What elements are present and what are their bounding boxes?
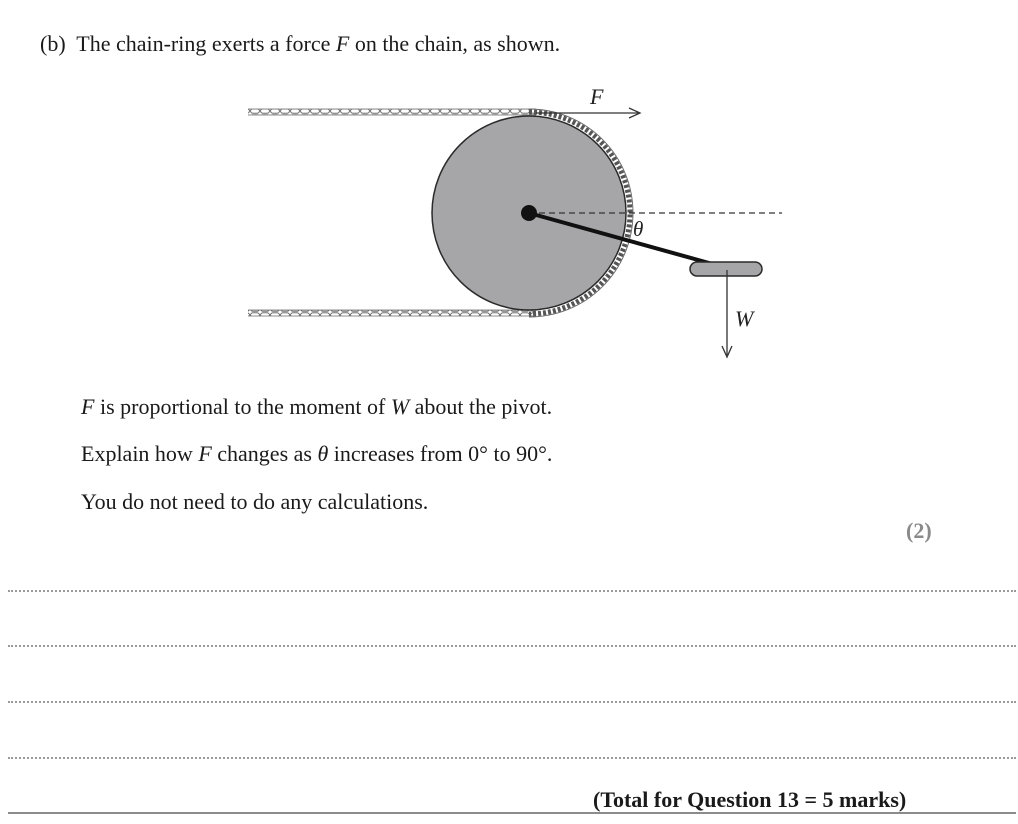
pivot bbox=[521, 205, 537, 221]
var-w: W bbox=[390, 394, 410, 419]
bottom-chain bbox=[248, 310, 536, 316]
chain-ring-diagram bbox=[0, 0, 1018, 370]
angle-theta-label: θ bbox=[633, 217, 644, 241]
answer-line-1[interactable] bbox=[8, 590, 1016, 592]
statement-2-text-b: changes as bbox=[211, 441, 318, 466]
top-chain bbox=[248, 109, 536, 115]
marks-indicator: (2) bbox=[906, 518, 932, 543]
statement-line-1 bbox=[81, 394, 552, 420]
statement-line-2 bbox=[81, 441, 552, 467]
statement-2-text-c: increases from 0° to 90°. bbox=[328, 441, 553, 466]
var-f: F bbox=[198, 441, 212, 466]
intro-text-a: The chain-ring exerts a force bbox=[76, 31, 336, 56]
force-f-arrow bbox=[536, 108, 640, 118]
weight-w-arrow bbox=[722, 270, 732, 357]
var-theta: θ bbox=[317, 441, 329, 466]
force-f-label: F bbox=[590, 84, 604, 109]
statement-line-3: You do not need to do any calculations. bbox=[81, 489, 429, 514]
part-label: (b) bbox=[40, 31, 66, 56]
intro-var-f: F bbox=[335, 31, 350, 56]
pedal bbox=[690, 262, 762, 276]
answer-line-2[interactable] bbox=[8, 645, 1016, 647]
var-f: F bbox=[81, 394, 95, 419]
statement-2-text-a: Explain how bbox=[81, 441, 199, 466]
bottom-rule bbox=[8, 812, 1016, 814]
statement-1-text-b: about the pivot. bbox=[409, 394, 553, 419]
answer-line-3[interactable] bbox=[8, 701, 1016, 703]
answer-line-4[interactable] bbox=[8, 757, 1016, 759]
intro-text-b: on the chain, as shown. bbox=[349, 31, 561, 56]
statement-1-text-a: is proportional to the moment of bbox=[94, 394, 391, 419]
question-total: (Total for Question 13 = 5 marks) bbox=[593, 787, 907, 812]
weight-w-label: W bbox=[735, 306, 754, 331]
